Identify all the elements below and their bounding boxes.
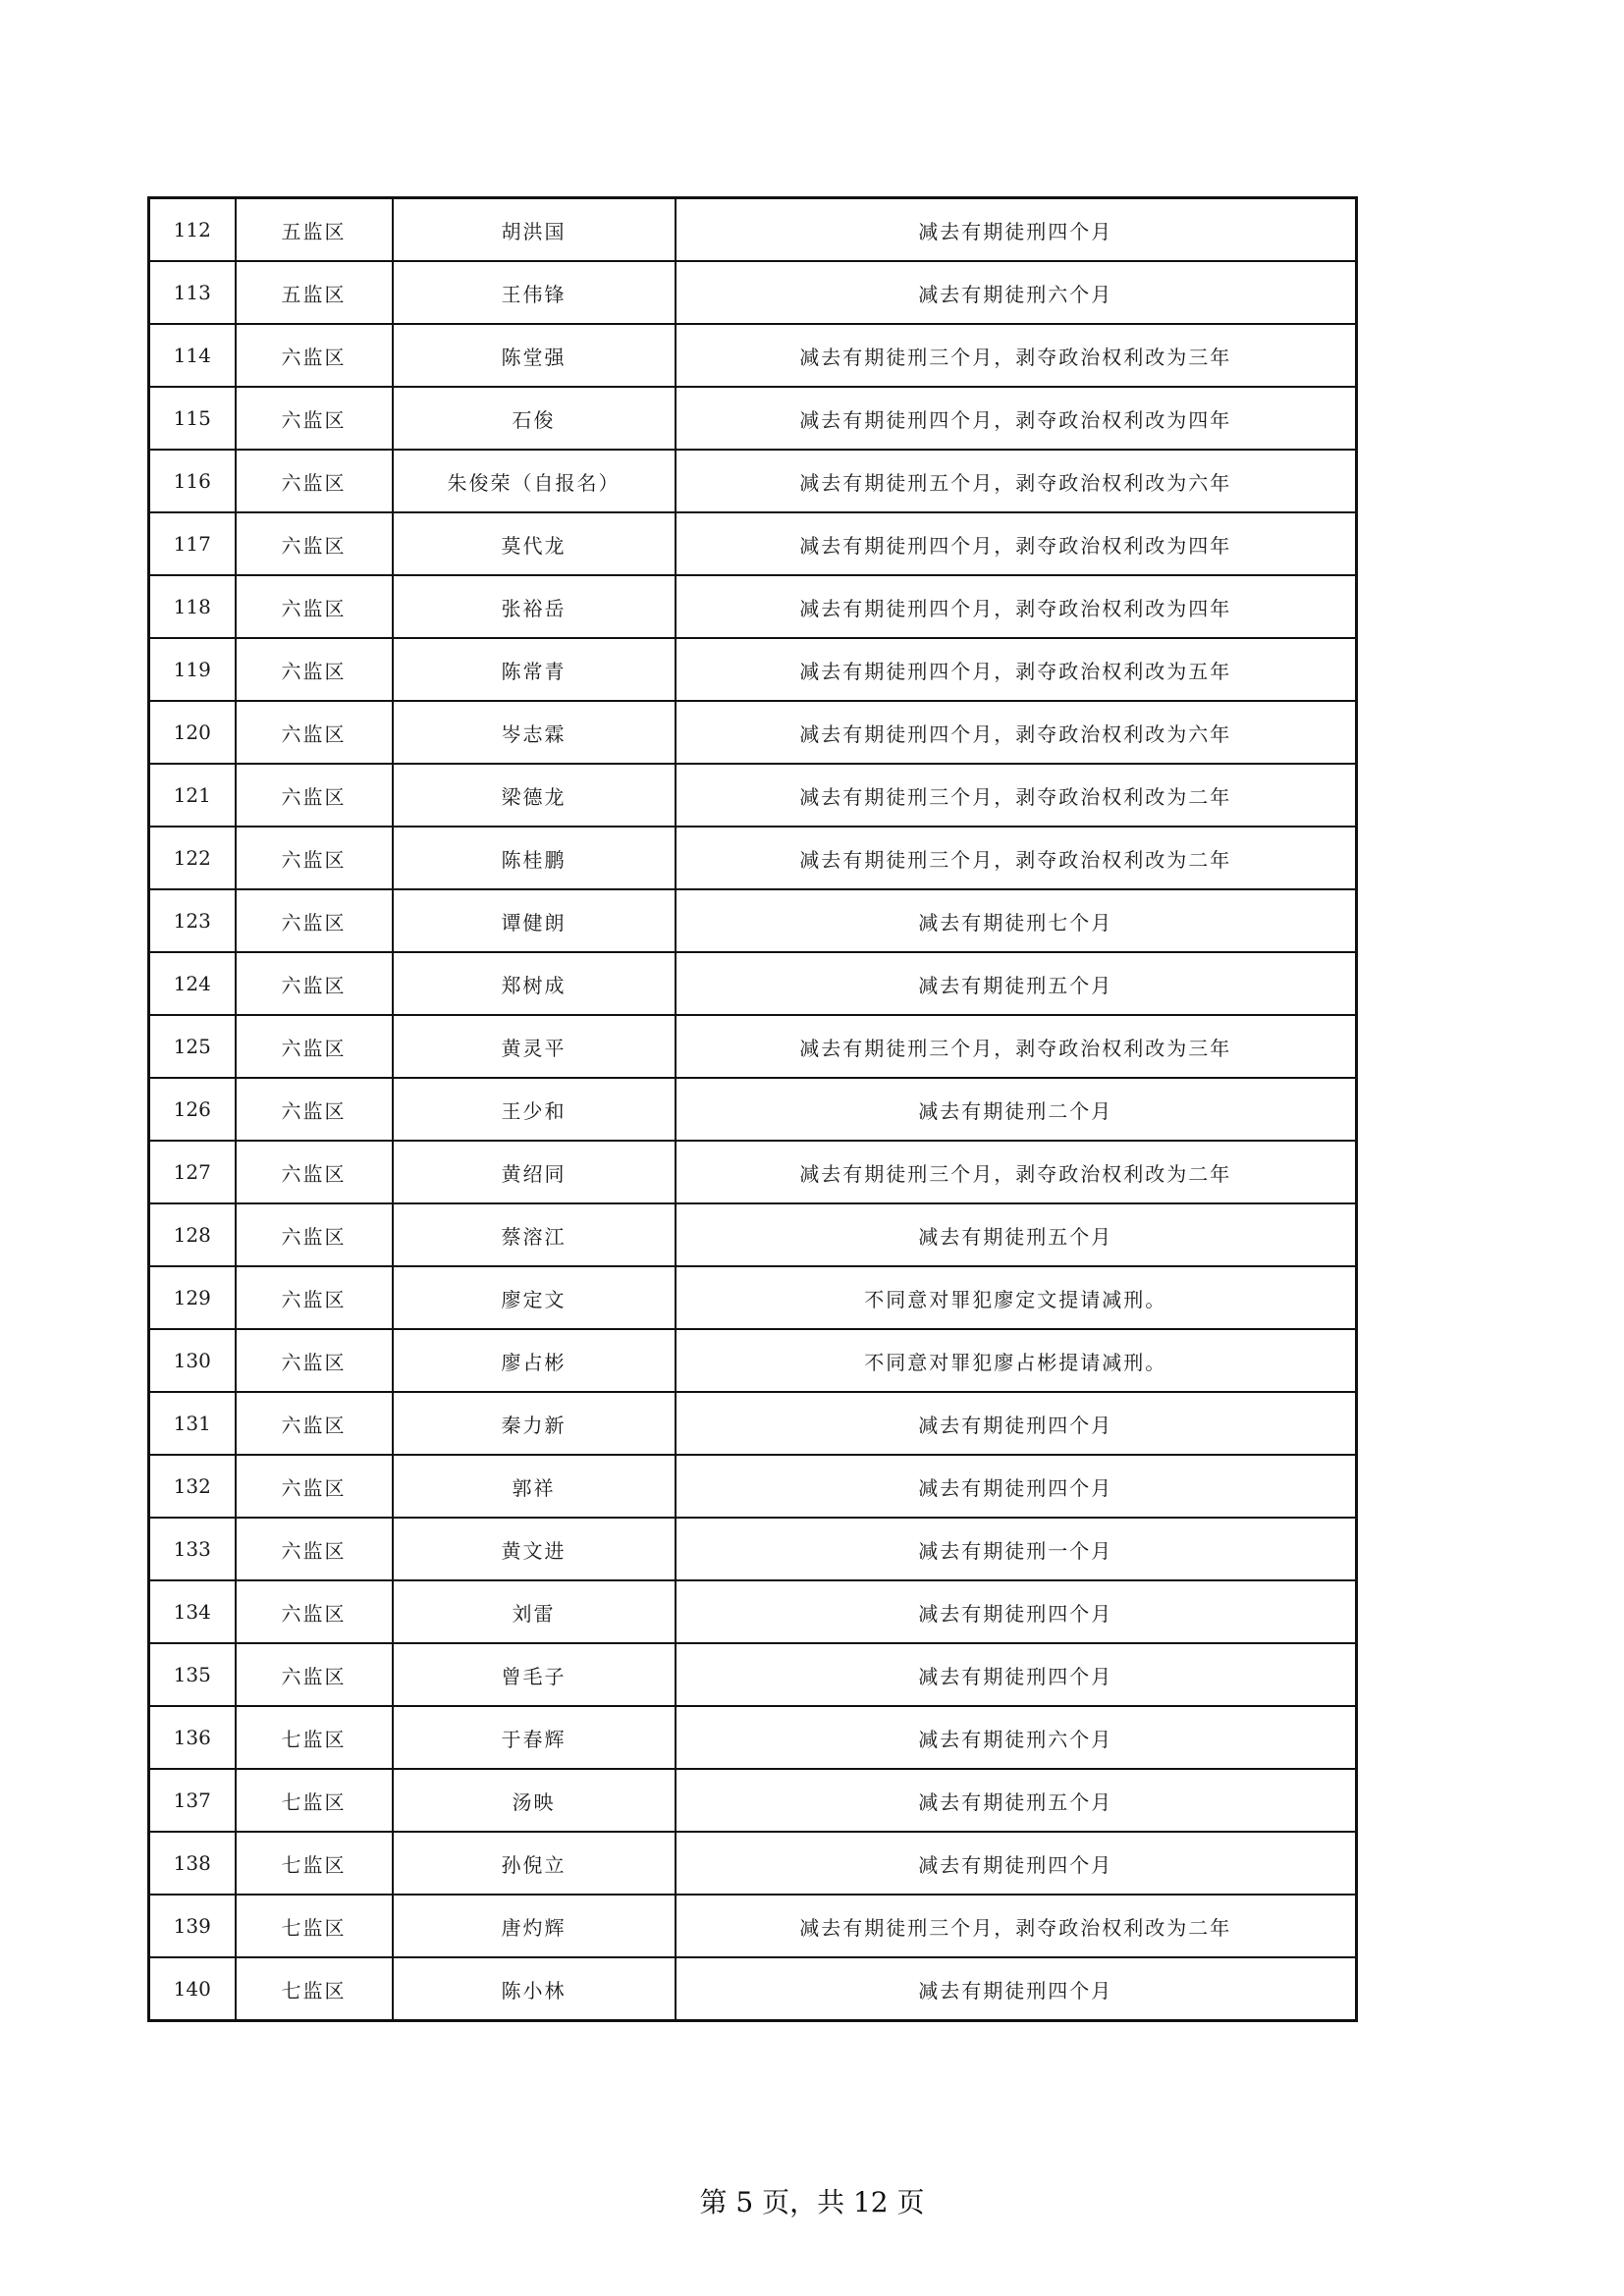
table-row — [149, 1580, 1357, 1643]
cell-prison-area: 六监区 — [236, 1329, 393, 1392]
cell-inmate-name: 岑志霖 — [393, 701, 676, 764]
cell-prison-area: 六监区 — [236, 512, 393, 575]
cell-inmate-name: 陈桂鹏 — [393, 827, 676, 889]
cell-ruling: 减去有期徒刑三个月，剥夺政治权利改为二年 — [676, 1141, 1357, 1203]
cell-prison-area: 六监区 — [236, 1643, 393, 1706]
cell-inmate-name: 唐灼辉 — [393, 1895, 676, 1957]
table-row — [149, 1392, 1357, 1455]
cell-ruling: 减去有期徒刑二个月 — [676, 1078, 1357, 1141]
cell-number: 121 — [149, 764, 236, 827]
cell-ruling: 减去有期徒刑一个月 — [676, 1518, 1357, 1580]
sentence-reduction-table — [147, 196, 1358, 2022]
cell-ruling: 减去有期徒刑四个月，剥夺政治权利改为六年 — [676, 701, 1357, 764]
cell-prison-area: 六监区 — [236, 1141, 393, 1203]
table-row — [149, 1518, 1357, 1580]
cell-number: 135 — [149, 1643, 236, 1706]
table-row — [149, 1769, 1357, 1832]
cell-ruling: 减去有期徒刑六个月 — [676, 1706, 1357, 1769]
cell-ruling: 减去有期徒刑三个月，剥夺政治权利改为三年 — [676, 1015, 1357, 1078]
cell-inmate-name: 黄绍同 — [393, 1141, 676, 1203]
cell-inmate-name: 陈小林 — [393, 1957, 676, 2021]
cell-number: 140 — [149, 1957, 236, 2021]
cell-prison-area: 六监区 — [236, 450, 393, 512]
cell-ruling: 减去有期徒刑三个月，剥夺政治权利改为二年 — [676, 827, 1357, 889]
cell-ruling: 减去有期徒刑四个月 — [676, 1957, 1357, 2021]
cell-inmate-name: 胡洪国 — [393, 198, 676, 262]
table-row — [149, 387, 1357, 450]
cell-number: 134 — [149, 1580, 236, 1643]
cell-number: 137 — [149, 1769, 236, 1832]
cell-prison-area: 七监区 — [236, 1832, 393, 1895]
table-row — [149, 1329, 1357, 1392]
cell-prison-area: 六监区 — [236, 638, 393, 701]
table-row — [149, 1643, 1357, 1706]
cell-prison-area: 七监区 — [236, 1706, 393, 1769]
cell-number: 138 — [149, 1832, 236, 1895]
cell-ruling: 减去有期徒刑五个月 — [676, 1203, 1357, 1266]
cell-number: 129 — [149, 1266, 236, 1329]
cell-prison-area: 六监区 — [236, 889, 393, 952]
cell-prison-area: 七监区 — [236, 1957, 393, 2021]
table-row — [149, 827, 1357, 889]
cell-prison-area: 六监区 — [236, 1078, 393, 1141]
page-number: 第 5 页，共 12 页 — [699, 2186, 925, 2218]
cell-ruling: 减去有期徒刑五个月 — [676, 952, 1357, 1015]
cell-prison-area: 五监区 — [236, 198, 393, 262]
cell-ruling: 减去有期徒刑三个月，剥夺政治权利改为三年 — [676, 324, 1357, 387]
table-row — [149, 1832, 1357, 1895]
table-row — [149, 638, 1357, 701]
cell-prison-area: 七监区 — [236, 1769, 393, 1832]
cell-ruling: 减去有期徒刑四个月 — [676, 1392, 1357, 1455]
cell-number: 136 — [149, 1706, 236, 1769]
cell-inmate-name: 汤映 — [393, 1769, 676, 1832]
cell-inmate-name: 郑树成 — [393, 952, 676, 1015]
cell-inmate-name: 王少和 — [393, 1078, 676, 1141]
table-row — [149, 952, 1357, 1015]
cell-prison-area: 六监区 — [236, 827, 393, 889]
cell-prison-area: 六监区 — [236, 1580, 393, 1643]
cell-ruling: 减去有期徒刑四个月，剥夺政治权利改为四年 — [676, 575, 1357, 638]
cell-prison-area: 六监区 — [236, 1015, 393, 1078]
cell-inmate-name: 张裕岳 — [393, 575, 676, 638]
cell-number: 131 — [149, 1392, 236, 1455]
table-row — [149, 1015, 1357, 1078]
cell-ruling: 减去有期徒刑五个月 — [676, 1769, 1357, 1832]
cell-ruling: 减去有期徒刑三个月，剥夺政治权利改为二年 — [676, 1895, 1357, 1957]
cell-number: 130 — [149, 1329, 236, 1392]
cell-number: 113 — [149, 261, 236, 324]
cell-number: 114 — [149, 324, 236, 387]
cell-ruling: 减去有期徒刑四个月 — [676, 1455, 1357, 1518]
cell-ruling: 减去有期徒刑四个月 — [676, 1643, 1357, 1706]
cell-inmate-name: 谭健朗 — [393, 889, 676, 952]
cell-prison-area: 六监区 — [236, 1392, 393, 1455]
cell-prison-area: 六监区 — [236, 1266, 393, 1329]
cell-inmate-name: 石俊 — [393, 387, 676, 450]
table-row — [149, 1078, 1357, 1141]
table-row — [149, 450, 1357, 512]
cell-number: 112 — [149, 198, 236, 262]
cell-prison-area: 七监区 — [236, 1895, 393, 1957]
cell-number: 124 — [149, 952, 236, 1015]
cell-inmate-name: 梁德龙 — [393, 764, 676, 827]
cell-inmate-name: 陈堂强 — [393, 324, 676, 387]
table-row — [149, 1141, 1357, 1203]
cell-ruling: 减去有期徒刑四个月 — [676, 1580, 1357, 1643]
cell-inmate-name: 廖占彬 — [393, 1329, 676, 1392]
cell-ruling: 减去有期徒刑五个月，剥夺政治权利改为六年 — [676, 450, 1357, 512]
table-row — [149, 764, 1357, 827]
cell-ruling: 减去有期徒刑三个月，剥夺政治权利改为二年 — [676, 764, 1357, 827]
cell-prison-area: 六监区 — [236, 1203, 393, 1266]
cell-ruling: 不同意对罪犯廖占彬提请减刑。 — [676, 1329, 1357, 1392]
cell-inmate-name: 黄文进 — [393, 1518, 676, 1580]
cell-number: 128 — [149, 1203, 236, 1266]
cell-ruling: 减去有期徒刑四个月，剥夺政治权利改为五年 — [676, 638, 1357, 701]
cell-ruling: 不同意对罪犯廖定文提请减刑。 — [676, 1266, 1357, 1329]
cell-inmate-name: 刘雷 — [393, 1580, 676, 1643]
cell-prison-area: 六监区 — [236, 952, 393, 1015]
cell-number: 123 — [149, 889, 236, 952]
cell-number: 139 — [149, 1895, 236, 1957]
cell-inmate-name: 黄灵平 — [393, 1015, 676, 1078]
cell-inmate-name: 陈常青 — [393, 638, 676, 701]
cell-prison-area: 六监区 — [236, 764, 393, 827]
cell-inmate-name: 孙倪立 — [393, 1832, 676, 1895]
cell-number: 125 — [149, 1015, 236, 1078]
cell-inmate-name: 曾毛子 — [393, 1643, 676, 1706]
table-row — [149, 575, 1357, 638]
cell-prison-area: 六监区 — [236, 324, 393, 387]
cell-inmate-name: 莫代龙 — [393, 512, 676, 575]
table-row — [149, 1266, 1357, 1329]
table-body — [149, 198, 1357, 2021]
table-row — [149, 1895, 1357, 1957]
cell-number: 133 — [149, 1518, 236, 1580]
table-row — [149, 1455, 1357, 1518]
cell-prison-area: 六监区 — [236, 387, 393, 450]
cell-inmate-name: 郭祥 — [393, 1455, 676, 1518]
cell-number: 127 — [149, 1141, 236, 1203]
table-row — [149, 1706, 1357, 1769]
cell-number: 119 — [149, 638, 236, 701]
cell-number: 117 — [149, 512, 236, 575]
table-row — [149, 198, 1357, 262]
cell-number: 116 — [149, 450, 236, 512]
cell-prison-area: 五监区 — [236, 261, 393, 324]
cell-inmate-name: 王伟锋 — [393, 261, 676, 324]
table-row — [149, 512, 1357, 575]
cell-number: 115 — [149, 387, 236, 450]
cell-prison-area: 六监区 — [236, 1518, 393, 1580]
cell-inmate-name: 廖定文 — [393, 1266, 676, 1329]
cell-number: 118 — [149, 575, 236, 638]
table-row — [149, 324, 1357, 387]
table-row — [149, 701, 1357, 764]
cell-prison-area: 六监区 — [236, 575, 393, 638]
cell-number: 126 — [149, 1078, 236, 1141]
cell-inmate-name: 于春辉 — [393, 1706, 676, 1769]
cell-prison-area: 六监区 — [236, 701, 393, 764]
table-row — [149, 889, 1357, 952]
cell-number: 122 — [149, 827, 236, 889]
table-row — [149, 1957, 1357, 2021]
cell-ruling: 减去有期徒刑七个月 — [676, 889, 1357, 952]
cell-inmate-name: 秦力新 — [393, 1392, 676, 1455]
table-row — [149, 261, 1357, 324]
cell-inmate-name: 蔡溶江 — [393, 1203, 676, 1266]
cell-ruling: 减去有期徒刑四个月，剥夺政治权利改为四年 — [676, 512, 1357, 575]
cell-ruling: 减去有期徒刑六个月 — [676, 261, 1357, 324]
cell-ruling: 减去有期徒刑四个月 — [676, 198, 1357, 262]
cell-inmate-name: 朱俊荣（自报名） — [393, 450, 676, 512]
cell-prison-area: 六监区 — [236, 1455, 393, 1518]
cell-ruling: 减去有期徒刑四个月，剥夺政治权利改为四年 — [676, 387, 1357, 450]
cell-ruling: 减去有期徒刑四个月 — [676, 1832, 1357, 1895]
cell-number: 120 — [149, 701, 236, 764]
table-row — [149, 1203, 1357, 1266]
cell-number: 132 — [149, 1455, 236, 1518]
